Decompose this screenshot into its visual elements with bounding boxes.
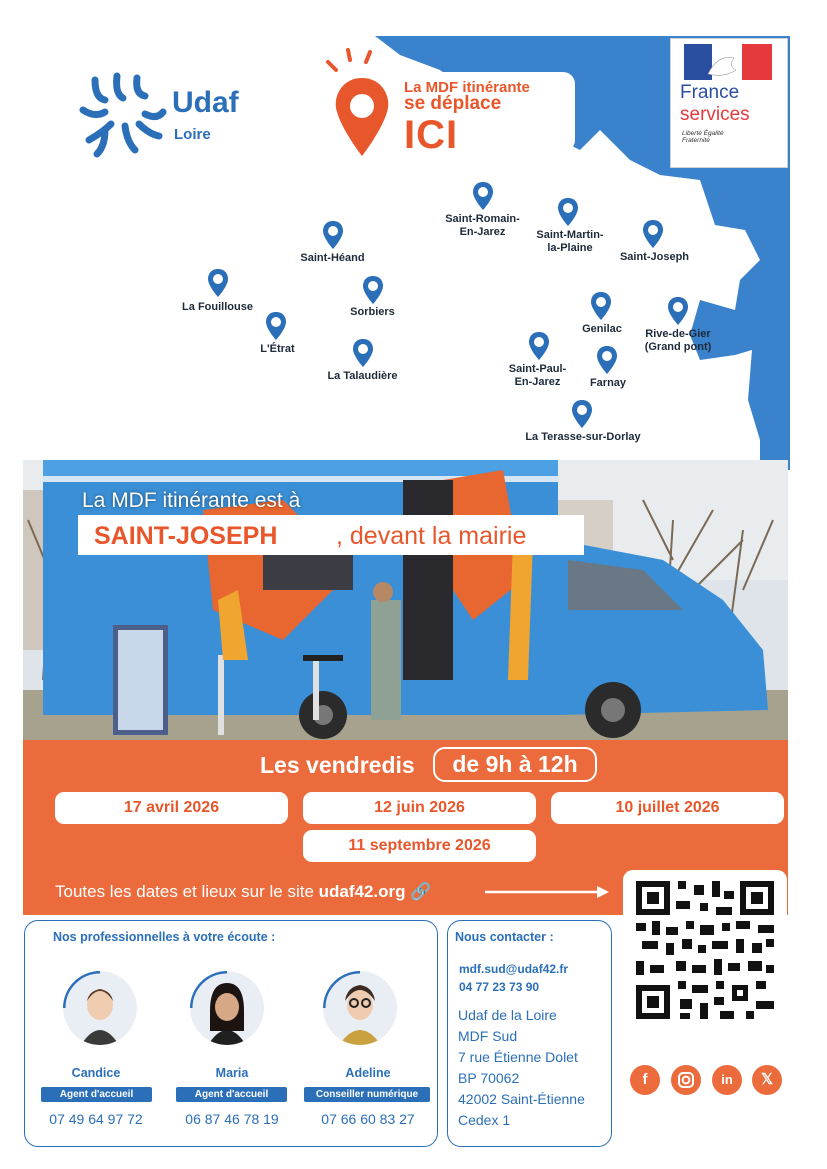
map-pin-icon: [322, 220, 344, 250]
city-label: Saint-Joseph: [619, 251, 690, 263]
city-label: Saint-Héand: [300, 252, 365, 264]
person-role-3: Conseiller numérique: [304, 1087, 430, 1102]
udaf-logo-subtitle: Loire: [174, 126, 211, 143]
qr-code-icon[interactable]: [636, 881, 774, 1019]
banner-place: , devant la mairie: [336, 522, 527, 550]
map-pin-icon: [590, 291, 612, 321]
schedule-day: Les vendredis: [260, 752, 415, 778]
facebook-icon[interactable]: f: [630, 1065, 660, 1095]
contact-phone[interactable]: 04 77 23 73 90: [459, 980, 540, 994]
france-services-line1: France: [680, 82, 740, 103]
map-pin-icon: [557, 197, 579, 227]
banner-city: SAINT-JOSEPH: [94, 522, 278, 550]
ici-line2: se déplace: [404, 93, 502, 114]
website-line: [55, 882, 431, 902]
map-pin-icon: [472, 181, 494, 211]
address-line-4: BP 70062: [458, 1070, 520, 1086]
marianne-icon: [684, 44, 772, 80]
date-pill-4: 11 septembre 2026: [303, 830, 536, 862]
france-services-motto: Liberté Égalité Fraternité: [682, 130, 724, 144]
address-line-1: Udaf de la Loire: [458, 1007, 557, 1023]
udaf-logo-title: Udaf: [172, 86, 239, 119]
city-label: La Talaudière: [327, 370, 398, 382]
person-phone-1[interactable]: 07 49 64 97 72: [49, 1111, 143, 1127]
contact-title: Nous contacter :: [455, 930, 554, 944]
person-role-1: Agent d'accueil: [41, 1087, 152, 1102]
location-pin-icon: [322, 48, 402, 163]
map-pin-icon: [362, 275, 384, 305]
map-pin-icon: [265, 311, 287, 341]
person-phone-3[interactable]: 07 66 60 83 27: [321, 1111, 415, 1127]
city-label: Saint-Romain- En-Jarez: [445, 213, 520, 238]
avatar-candice: [63, 971, 137, 1045]
contact-email[interactable]: mdf.sud@udaf42.fr: [459, 962, 569, 976]
date-pill-2: 12 juin 2026: [303, 792, 536, 824]
arrow-right-icon: [483, 885, 613, 899]
professionals-title: Nos professionnelles à votre écoute :: [53, 930, 276, 944]
ici-line3: ICI: [404, 113, 459, 157]
udaf-logo-icon: [75, 70, 170, 162]
person-name-3: Adeline: [345, 1066, 391, 1080]
linkedin-icon[interactable]: in: [712, 1065, 742, 1095]
avatar-adeline: [323, 971, 397, 1045]
map-pin-icon: [352, 338, 374, 368]
schedule-hours: de 9h à 12h: [433, 747, 597, 782]
city-label: Saint-Paul- En-Jarez: [508, 363, 567, 388]
map-pin-icon: [207, 268, 229, 298]
city-label: L'Étrat: [260, 343, 295, 355]
banner-location: [78, 515, 584, 555]
person-role-2: Agent d'accueil: [176, 1087, 287, 1102]
x-icon[interactable]: 𝕏: [752, 1065, 782, 1095]
france-services-line2: services: [680, 104, 750, 125]
city-label: La Fouillouse: [182, 301, 253, 313]
person-name-2: Maria: [215, 1066, 249, 1080]
address-line-2: MDF Sud: [458, 1028, 518, 1044]
address-line-3: 7 rue Étienne Dolet: [458, 1049, 578, 1065]
city-label: Rive-de-Gier (Grand pont): [644, 328, 712, 353]
website-link[interactable]: udaf42.org: [318, 882, 406, 901]
city-label: Sorbiers: [350, 306, 395, 318]
address-line-5: 42002 Saint-Étienne: [458, 1091, 585, 1107]
date-pill-3: 10 juillet 2026: [551, 792, 784, 824]
person-phone-2[interactable]: 06 87 46 78 19: [185, 1111, 279, 1127]
map-pin-icon: [667, 296, 689, 326]
city-label: Saint-Martin- la-Plaine: [536, 229, 604, 254]
banner-line1: La MDF itinérante est à: [82, 489, 301, 512]
map-pin-icon: [528, 331, 550, 361]
date-pill-1: 17 avril 2026: [55, 792, 288, 824]
ici-line1: La MDF itinérante: [404, 79, 530, 96]
website-text: Toutes les dates et lieux sur le site: [55, 882, 319, 901]
map-pin-icon: [571, 399, 593, 429]
map-pin-icon: [596, 345, 618, 375]
instagram-icon[interactable]: [671, 1065, 701, 1095]
city-label: La Terasse-sur-Dorlay: [525, 431, 641, 443]
city-label: Genilac: [582, 323, 622, 335]
address-line-6: Cedex 1: [458, 1112, 511, 1128]
person-name-1: Candice: [71, 1066, 121, 1080]
avatar-maria: [190, 971, 264, 1045]
city-label: Farnay: [589, 377, 627, 389]
map-pin-icon: [642, 219, 664, 249]
link-icon: 🔗: [410, 882, 432, 901]
